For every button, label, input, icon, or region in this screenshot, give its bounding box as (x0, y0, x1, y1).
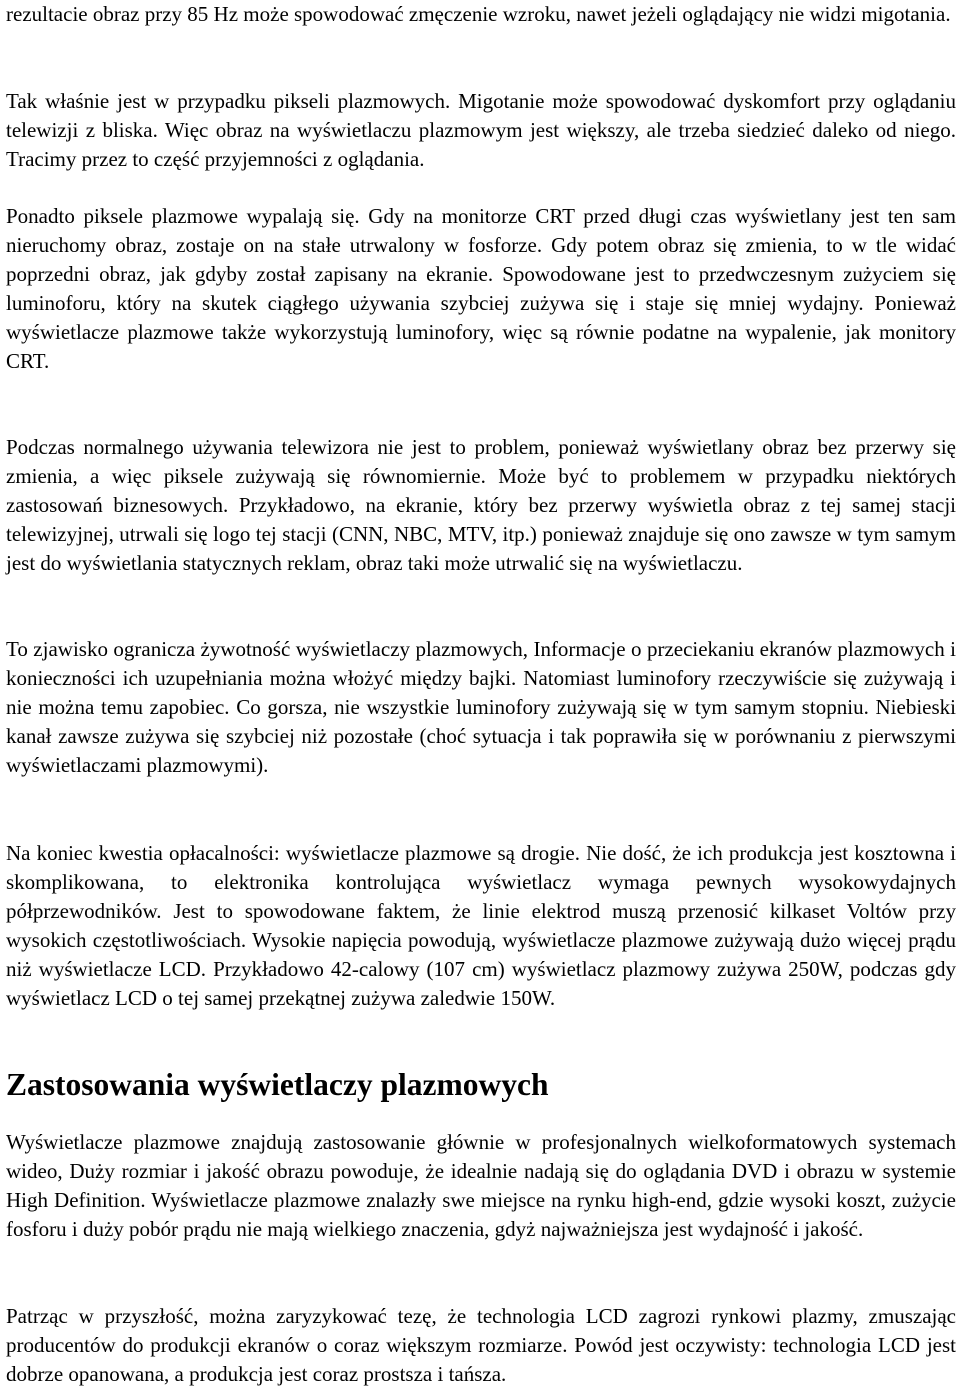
paragraph-cost: Na koniec kwestia opłacalności: wyświetlacze plazmowe są drogie. Nie dość, że ich produkcja jest kosztowna i skomplikowana, to elektronika kontrolująca wyświetlacz wymaga pewnych wysokowydajnych półprzewodników. Jest to spowodowane faktem, że linie elektrod muszą przenosić kilkaset Voltów przy wysokich częstotliwościach. Wysokie napięcia powodują, wyświetlacze plazmowe zużywają dużo więcej prądu niż wyświetlacze LCD. Przykładowo 42-calowy (107 cm) wyświetlacz plazmowy zużywa 250W, podczas gdy wyświetlacz LCD o tej samej przekątnej zużywa zaledwie 150W. (6, 841, 956, 1010)
paragraph-burn-in: Ponadto piksele plazmowe wypalają się. Gdy na monitorze CRT przed długi czas wyświetlany jest ten sam nieruchomy obraz, zostaje on na stałe utrwalony w fosforze. Gdy potem obraz się zmienia, to w tle widać poprzedni obraz, jak gdyby został zapisany na ekranie. Spowodowane jest to przedwczesnym zużyciem się luminoforu, który na skutek ciągłego używania szybciej zużywa się i staje się mniej wydajny. Ponieważ wyświetlacze plazmowe także wykorzystują luminofory, więc są równie podatne na wypalenie, jak monitory CRT. (6, 204, 956, 373)
paragraph-normal-use: Podczas normalnego używania telewizora nie jest to problem, ponieważ wyświetlany obraz bez przerwy się zmienia, a więc piksele zużywają się równomiernie. Może być to problemem w przypadku niektórych zastosowań biznesowych. Przykładowo, na ekranie, który bez przerwy wyświetla obraz z tej samej stacji telewizyjnej, utrwali się logo tej stacji (CNN, NBC, MTV, itp.) ponieważ znajduje się ono zawsze w tym samym jest do wyświetlania statycznych reklam, obraz taki może utrwalić się na wyświetlaczu. (6, 435, 956, 575)
paragraph-pixel-flicker: Tak właśnie jest w przypadku pikseli plazmowych. Migotanie może spowodować dyskomfort przy oglądaniu telewizji z bliska. Więc obraz na wyświetlaczu plazmowym jest większy, ale trzeba siedzieć daleko od niego. Tracimy przez to część przyjemności z oglądania. (6, 89, 956, 171)
paragraph-lifespan: To zjawisko ogranicza żywotność wyświetlaczy plazmowych, Informacje o przeciekaniu ekranów plazmowych i konieczności ich uzupełniania można włożyć między bajki. Natomiast luminofory rzeczywiście się zużywają i nie można temu zapobiec. Co gorsza, nie wszystkie luminofory zużywają się w tym samym stopniu. Niebieski kanał zawsze zużywa się szybciej niż pozostałe (choć sytuacja i tak poprawiła się w porównaniu z pierwszymi wyświetlaczami plazmowymi). (6, 637, 956, 777)
paragraph-flicker-intro: rezultacie obraz przy 85 Hz może spowodować zmęczenie wzroku, nawet jeżeli oglądający nie widzi migotania. (6, 2, 951, 26)
section-heading: Zastosowania wyświetlaczy plazmowych (6, 1067, 549, 1102)
paragraph-applications: Wyświetlacze plazmowe znajdują zastosowanie głównie w profesjonalnych wielkoformatowych systemach wideo, Duży rozmiar i jakość obrazu powoduje, że idealnie nadają się do oglądania DVD i obrazu w systemie High Definition. Wyświetlacze plazmowe znalazły swe miejsce na rynku high-end, gdzie wysoki koszt, zużycie fosforu i duży pobór prądu nie mają wielkiego znaczenia, gdyż najważniejsza jest wydajność i jakość. (6, 1130, 956, 1241)
paragraph-future: Patrząc w przyszłość, można zaryzykować tezę, że technologia LCD zagrozi rynkowi plazmy, zmuszając producentów do produkcji ekranów o coraz większym rozmiarze. Powód jest oczywisty: technologia LCD jest dobrze opanowana, a produkcja jest coraz prostsza i tańsza. (6, 1304, 956, 1386)
